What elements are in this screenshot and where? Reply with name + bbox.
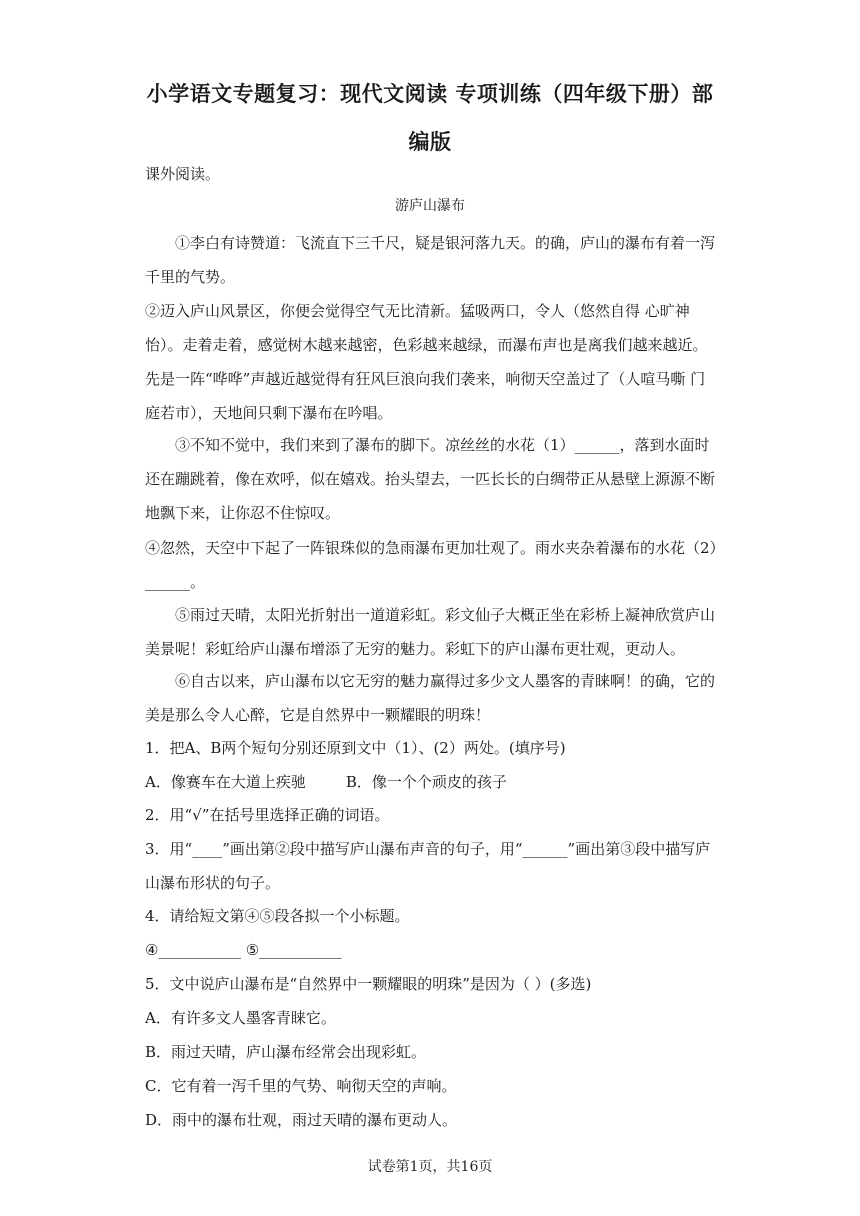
title-line-2: 编版 xyxy=(408,130,452,154)
title-line-1: 小学语文专题复习：现代文阅读 专项训练（四年级下册）部 xyxy=(146,82,714,106)
question-1-option-b: B．像一个个顽皮的孩子 xyxy=(345,773,507,791)
question-5: 5．文中说庐山瀑布是“自然界中一颗耀眼的明珠”是因为（ ）(多选) xyxy=(145,975,592,993)
question-5-option-b: B．雨过天晴，庐山瀑布经常会出现彩虹。 xyxy=(145,1043,427,1061)
section-label: 课外阅读。 xyxy=(145,165,221,183)
question-4: 4．请给短文第④⑤段各拟一个小标题。 xyxy=(145,907,410,925)
question-1-option-a: A．像赛车在大道上疾驰 xyxy=(145,773,306,791)
question-5-option-a: A．有许多文人墨客青睐它。 xyxy=(145,1009,336,1027)
paragraph-6: ⑥自古以来，庐山瀑布以它无穷的魅力赢得过多少文人墨客的青睐啊！的确，它的美是那么令人心醉，它是自然界中一颗耀眼的明珠！ xyxy=(145,672,716,724)
question-2: 2．用“√”在括号里选择正确的词语。 xyxy=(145,806,390,824)
paragraph-2: ②迈入庐山风景区，你便会觉得空气无比清新。猛吸两口，令人（悠然自得 心旷神怡）。走着走着，感觉树木越来越密，色彩越来越绿，而瀑布声也是离我们越来越近。先是一阵“哗哗”声越近越觉得有狂风巨浪向我们袭来，响彻天空盖过了（人喧马嘶 门庭若市），天地间只剩下瀑布在吟唱。 xyxy=(145,302,708,422)
paragraph-5: ⑤雨过天晴，太阳光折射出一道道彩虹。彩文仙子大概正坐在彩桥上凝神欣赏庐山美景呢！彩虹给庐山瀑布增添了无穷的魅力。彩虹下的庐山瀑布更壮观，更动人。 xyxy=(145,606,716,658)
question-5-option-d: D．雨中的瀑布壮观，雨过天晴的瀑布更动人。 xyxy=(145,1111,458,1129)
paragraph-1: ①李白有诗赞道：飞流直下三千尺，疑是银河落九天。的确，庐山的瀑布有着一泻千里的气势。 xyxy=(145,234,716,286)
question-1: 1．把A、B两个短句分别还原到文中（1）、(2）两处。(填序号) xyxy=(145,739,566,757)
question-3: 3．用“____”画出第②段中描写庐山瀑布声音的句子，用“______”画出第③段中描写庐山瀑布形状的句子。 xyxy=(145,840,711,892)
paragraph-3: ③不知不觉中，我们来到了瀑布的脚下。凉丝丝的水花（1）______，落到水面时还在蹦跳着，像在欢呼，似在嬉戏。抬头望去，一匹长长的白绸带正从悬壁上源源不断地飘下来，让你忍不住惊叹。 xyxy=(145,436,716,522)
question-1-options xyxy=(145,765,725,799)
passage-title: 游庐山瀑布 xyxy=(395,198,465,214)
page-footer: 试卷第1页，共16页 xyxy=(367,1159,493,1175)
paragraph-4: ④忽然，天空中下起了一阵银珠似的急雨瀑布更加壮观了。雨水夹杂着瀑布的水花（2）______。 xyxy=(145,539,718,591)
question-5-option-c: C．它有着一泻千里的气势、响彻天空的声响。 xyxy=(145,1077,457,1095)
question-4-answer-blanks: ④___________ ⑤___________ xyxy=(145,941,342,959)
document-title xyxy=(120,70,740,166)
